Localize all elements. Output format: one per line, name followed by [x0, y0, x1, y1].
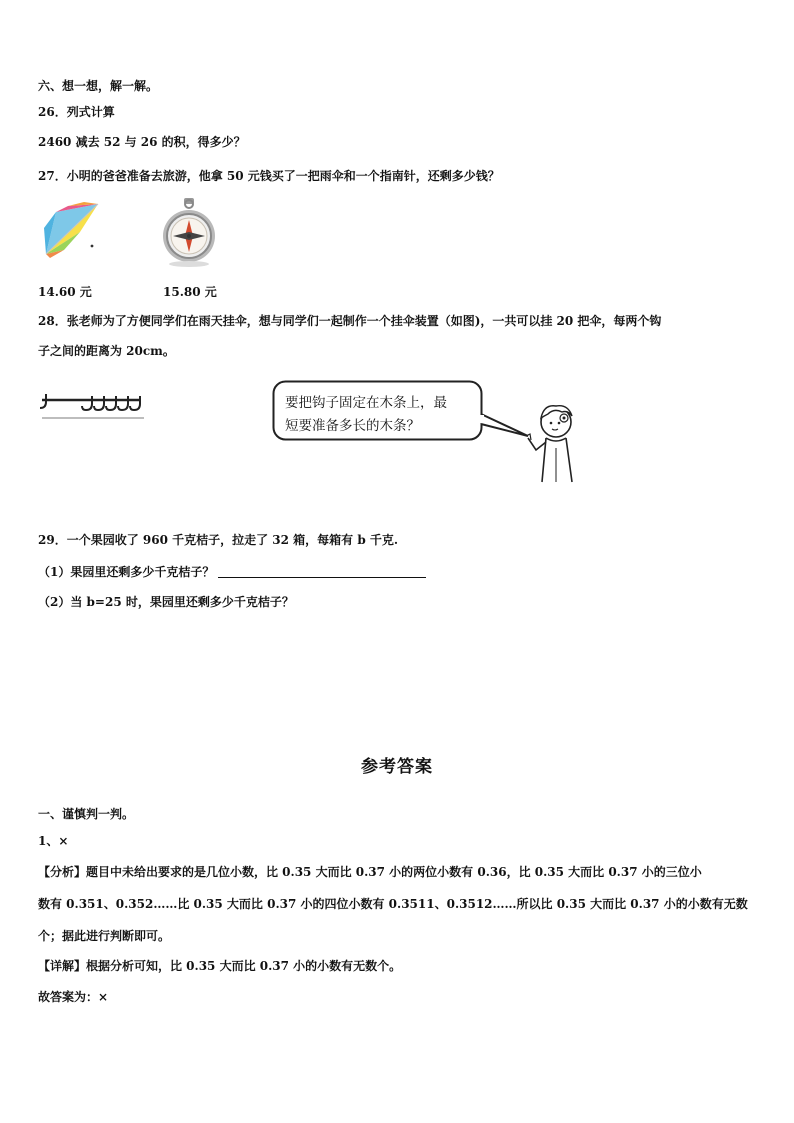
compass-price: 15.80 元	[163, 285, 217, 299]
bubble-line2: 短要准备多长的木条？	[285, 418, 420, 434]
detail-line: 【详解】根据分析可知，比 0.35 大而比 0.37 小的小数有无数个。	[38, 959, 402, 973]
q26-title: 26．列式计算	[38, 105, 115, 119]
section-heading: 六、想一想，解一解。	[38, 79, 159, 93]
teacher-image	[522, 398, 588, 484]
q29-part1	[38, 564, 426, 580]
answer-blank[interactable]	[218, 565, 426, 578]
umbrella-price: 14.60 元	[38, 285, 92, 299]
analysis-line2: 数有 0.351、0.352……比 0.35 大而比 0.37 小的四位小数有 0.3511、0.3512……所以比 0.35 大而比 0.37 小的小数有无数	[38, 897, 748, 911]
compass-image	[160, 196, 218, 268]
q29-text: 29．一个果园收了 960 千克桔子，拉走了 32 箱，每箱有 b 千克.	[38, 533, 399, 547]
answers-section1-heading: 一、谨慎判一判。	[38, 807, 135, 821]
analysis-line3: 个；据此进行判断即可。	[38, 929, 171, 943]
q28-line1: 28．张老师为了方便同学们在雨天挂伞，想与同学们一起制作一个挂伞装置（如图)，一共可以挂 20 把伞，每两个钩	[38, 314, 662, 328]
q27-text: 27．小明的爸爸准备去旅游，他拿 50 元钱买了一把雨伞和一个指南针，还剩多少钱？	[38, 169, 500, 183]
umbrella-image	[40, 198, 106, 264]
answer-item-1: 1、×	[38, 834, 69, 848]
q28-line2: 子之间的距离为 20cm。	[38, 344, 175, 358]
analysis-line1: 【分析】题目中未给出要求的是几位小数，比 0.35 大而比 0.37 小的两位小数有 0.36，比 0.35 大而比 0.37 小的三位小	[38, 865, 702, 879]
answers-title: 参考答案	[361, 757, 433, 777]
hook-bar-image	[36, 388, 148, 422]
bubble-line1: 要把钩子固定在木条上，最	[285, 395, 447, 411]
q26-text: 2460 减去 52 与 26 的积，得多少？	[38, 135, 246, 149]
q29-part2: （2）当 b=25 时，果园里还剩多少千克桔子？	[38, 595, 294, 609]
q29-part1-text: （1）果园里还剩多少千克桔子？	[38, 565, 215, 579]
final-answer: 故答案为：×	[38, 990, 109, 1004]
